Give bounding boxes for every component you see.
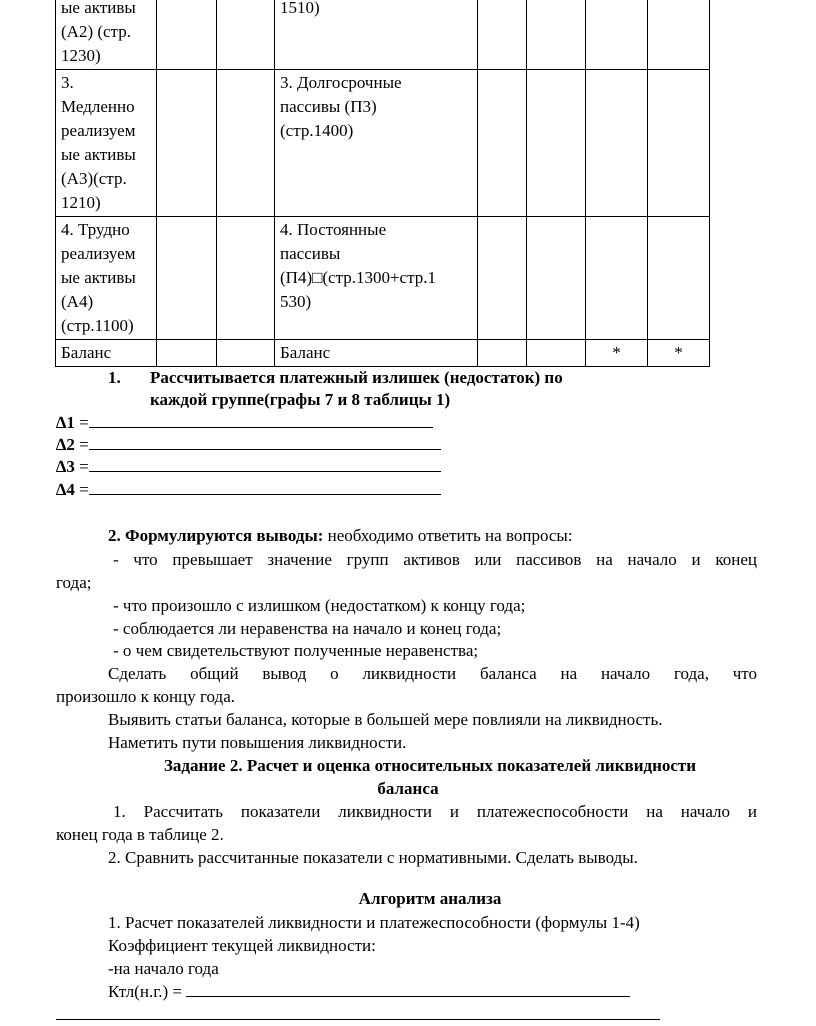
table-row [56, 70, 710, 217]
table-row [56, 0, 710, 70]
delta-4-label: ∆4 [56, 480, 75, 499]
delta-4-blank [89, 479, 441, 495]
delta-2-label: ∆2 [56, 435, 75, 454]
asset-cell: ые активы (А2) (стр. 1230) [61, 0, 136, 65]
ktl-line [108, 981, 630, 1003]
liability-cell: 1510) [280, 0, 320, 17]
algorithm-step1: 1. Расчет показателей ликвидности и платежеспособности (формулы 1-4) [108, 913, 640, 932]
liability-cell: Баланс [280, 343, 331, 362]
task2-item2: 2. Сравнить рассчитанные показатели с нормативными. Сделать выводы. [108, 848, 638, 867]
delta-4-eq: = [74, 480, 89, 499]
conclusion-line1: Сделать общий вывод о ликвидности баланса на начало года, что [108, 664, 757, 683]
ktl-label: Ктл(н.г.) = [108, 982, 182, 1001]
step2-heading [108, 525, 573, 547]
balance-table [55, 0, 710, 367]
step1-title-line2: каждой группе(графы 7 и 8 таблицы 1) [150, 390, 451, 409]
surplus-end-cell [648, 0, 710, 70]
surplus-start-cell [586, 0, 648, 70]
delta-3-blank [89, 456, 441, 472]
identify-items-text: Выявить статьи баланса, которые в большей мере повлияли на ликвидность. [108, 710, 663, 729]
table-row [56, 340, 710, 367]
step1-title-line1: Рассчитывается платежный излишек (недостаток) по [150, 368, 563, 387]
surplus-start-cell [586, 217, 648, 340]
surplus-start-cell [586, 70, 648, 217]
delta-1-eq: = [74, 413, 89, 432]
task2-item1-line1: 1. Рассчитать показатели ликвидности и платежеспособности на начало и [113, 802, 757, 821]
surplus-end-cell [648, 217, 710, 340]
asset-cell: 3. Медленно реализуем ые активы (А3)(стр. 1210) [61, 73, 136, 212]
asset-cell: Баланс [61, 343, 112, 362]
question-1-line2: года; [56, 573, 92, 592]
delta-3-eq: = [74, 457, 89, 476]
surplus-end-cell: * [648, 340, 710, 367]
delta-2-blank [89, 434, 441, 450]
delta-3-line [56, 456, 441, 478]
delta-1-blank [89, 412, 433, 428]
question-4: - о чем свидетельствуют полученные неравенства; [113, 641, 479, 660]
table-row [56, 217, 710, 340]
delta-1-line [56, 412, 433, 434]
delta-3-label: ∆3 [56, 457, 75, 476]
delta-4-line [56, 479, 441, 501]
asset-cell: 4. Трудно реализуем ые активы (А4) (стр.1100) [61, 220, 136, 335]
task2-title-line2: баланса [377, 779, 439, 798]
liability-cell: 3. Долгосрочные пассивы (П3) (стр.1400) [280, 73, 402, 140]
algorithm-title: Алгоритм анализа [358, 889, 502, 908]
surplus-end-cell [648, 70, 710, 217]
ktl-blank [186, 981, 630, 997]
question-1-line1: - что превышает значение групп активов или пассивов на начало и конец [113, 550, 757, 569]
current-liquidity-label: Коэффициент текущей ликвидности: [108, 936, 376, 955]
step2-heading-rest: необходимо ответить на вопросы: [323, 526, 573, 545]
step2-heading-bold: 2. Формулируются выводы: [108, 526, 324, 545]
delta-2-eq: = [74, 435, 89, 454]
task2-item1-line2: конец года в таблице 2. [56, 825, 224, 844]
step1-number: 1. [108, 368, 121, 387]
surplus-start-cell: * [586, 340, 648, 367]
task2-title-line1: Задание 2. Расчет и оценка относительных показателей ликвидности [163, 756, 697, 775]
liability-cell: 4. Постоянные пассивы (П4)□(стр.1300+стр.1 530) [280, 220, 436, 311]
improvement-text: Наметить пути повышения ликвидности. [108, 733, 407, 752]
question-2: - что произошло с излишком (недостатком) к концу года; [113, 596, 526, 615]
start-of-year-label: -на начало года [108, 959, 219, 978]
conclusion-line2: произошло к концу года. [56, 687, 235, 706]
question-3: - соблюдается ли неравенства на начало и конец года; [113, 619, 502, 638]
delta-2-line [56, 434, 441, 456]
delta-1-label: ∆1 [56, 413, 75, 432]
ktl-continuation-blank [56, 1019, 660, 1020]
